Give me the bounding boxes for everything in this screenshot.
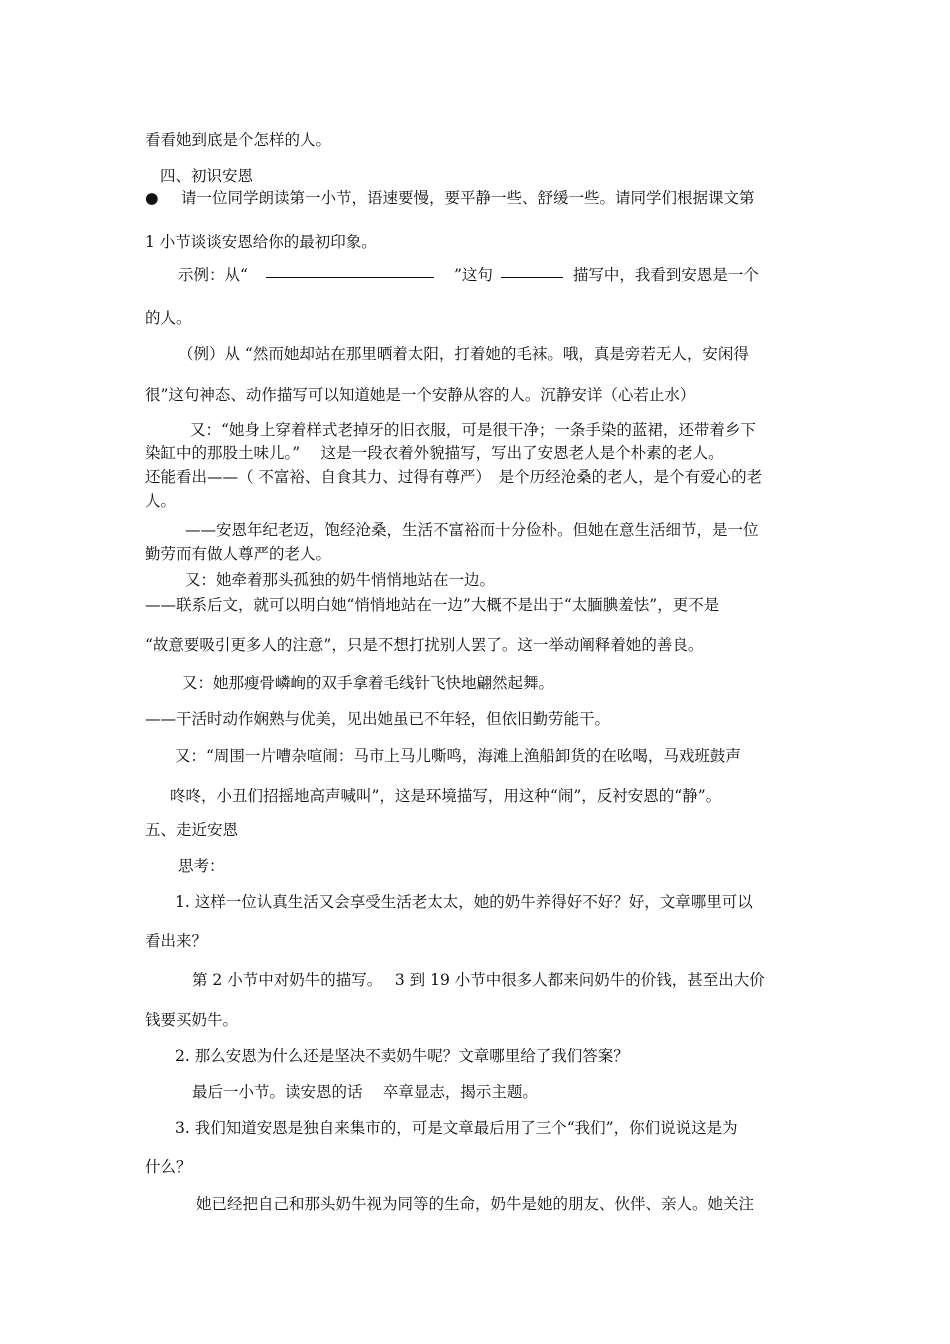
text-line: （例）从 “然而她却站在那里晒着太阳，打着她的毛袜。哦，真是旁若无人，安闲得 — [178, 345, 749, 363]
text-line: 又：她那瘦骨嶙峋的双手拿着毛线针飞快地翩然起舞。 — [182, 674, 555, 692]
text-line: 1 小节谈谈安恩给你的最初印象。 — [145, 233, 377, 251]
text-line: 还能看出——（ 不富裕、自食其力、过得有尊严） 是个历经沧桑的老人，是个有爱心的老 — [145, 468, 763, 486]
text-line: 钱要买奶牛。 — [145, 1011, 239, 1029]
text-line: 看看她到底是个怎样的人。 — [145, 131, 332, 149]
text-line: 看出来？ — [145, 932, 208, 950]
section-heading-5: 五、走近安恩 — [145, 821, 239, 839]
text-line: 思考： — [178, 857, 225, 875]
text-line: 很”这句神态、动作描写可以知道她是一个安静从容的人。沉静安详（心若止水） — [145, 386, 696, 404]
text-line: ——安恩年纪老迈，饱经沧桑，生活不富裕而十分俭朴。但她在意生活细节，是一位 — [185, 521, 759, 539]
bullet-icon: ● — [145, 189, 159, 207]
text-line: 人。 — [145, 492, 177, 510]
example-text: 描写中，我看到安恩是一个 — [572, 266, 759, 284]
answer-3: 她已经把自己和那头奶牛视为同等的生命，奶牛是她的朋友、伙伴、亲人。她关注 — [196, 1195, 755, 1213]
text-line: 请一位同学朗读第一小节，语速要慢，要平静一些、舒缓一些。请同学们根据课文第 — [181, 189, 755, 207]
text-line: 又：“她身上穿着样式老掉牙的旧衣服，可是很干净；一条手染的蓝裙，还带着乡下 — [190, 421, 756, 439]
text-line: 的人。 — [145, 309, 192, 327]
answer-2: 最后一小节。读安恩的话 卒章显志，揭示主题。 — [192, 1083, 538, 1101]
example-text: ”这句 — [453, 266, 493, 284]
text-line: ——联系后文，就可以明白她“悄悄地站在一边”大概不是出于“太腼腆羞怯”，更不是 — [145, 596, 720, 614]
text-line: ——干活时动作娴熟与优美，见出她虽已不年轻，但依旧勤劳能干。 — [145, 710, 611, 728]
text-line: “故意要吸引更多人的注意”，只是不想打扰别人罢了。这一举动阐释着她的善良。 — [145, 636, 704, 654]
text-line: 什么？ — [145, 1158, 192, 1176]
text-line: 又：“周围一片嘈杂喧闹：马市上马儿嘶鸣，海滩上渔船卸货的在吆喝，马戏班鼓声 — [175, 747, 741, 765]
question-2: 2. 那么安恩为什么还是坚决不卖奶牛呢？文章哪里给了我们答案？ — [175, 1047, 629, 1065]
example-text: 示例：从“ — [178, 266, 248, 284]
question-3: 3. 我们知道安恩是独自来集市的，可是文章最后用了三个“我们”，你们说说这是为 — [175, 1119, 738, 1137]
text-line: 咚咚，小丑们招摇地高声喊叫”，这是环境描写，用这种“闹”，反衬安恩的“静”。 — [170, 787, 722, 805]
question-1: 1. 这样一位认真生活又会享受生活老太太，她的奶牛养得好不好？好，文章哪里可以 — [175, 893, 753, 911]
answer-1: 第 2 小节中对奶牛的描写。 3 到 19 小节中很多人都来问奶牛的价钱，甚至出大价 — [192, 971, 765, 989]
fill-blank-1 — [266, 276, 434, 278]
section-heading-4: 四、初识安恩 — [160, 167, 254, 185]
fill-blank-2 — [501, 276, 563, 278]
text-line: 染缸中的那股土味儿。” 这是一段衣着外貌描写，写出了安恩老人是个朴素的老人。 — [145, 444, 724, 462]
text-line: 又：她牵着那头孤独的奶牛悄悄地站在一边。 — [185, 571, 496, 589]
bullet-paragraph-line — [145, 188, 755, 208]
text-line: 勤劳而有做人尊严的老人。 — [145, 545, 332, 563]
example-prompt-line — [178, 265, 759, 285]
